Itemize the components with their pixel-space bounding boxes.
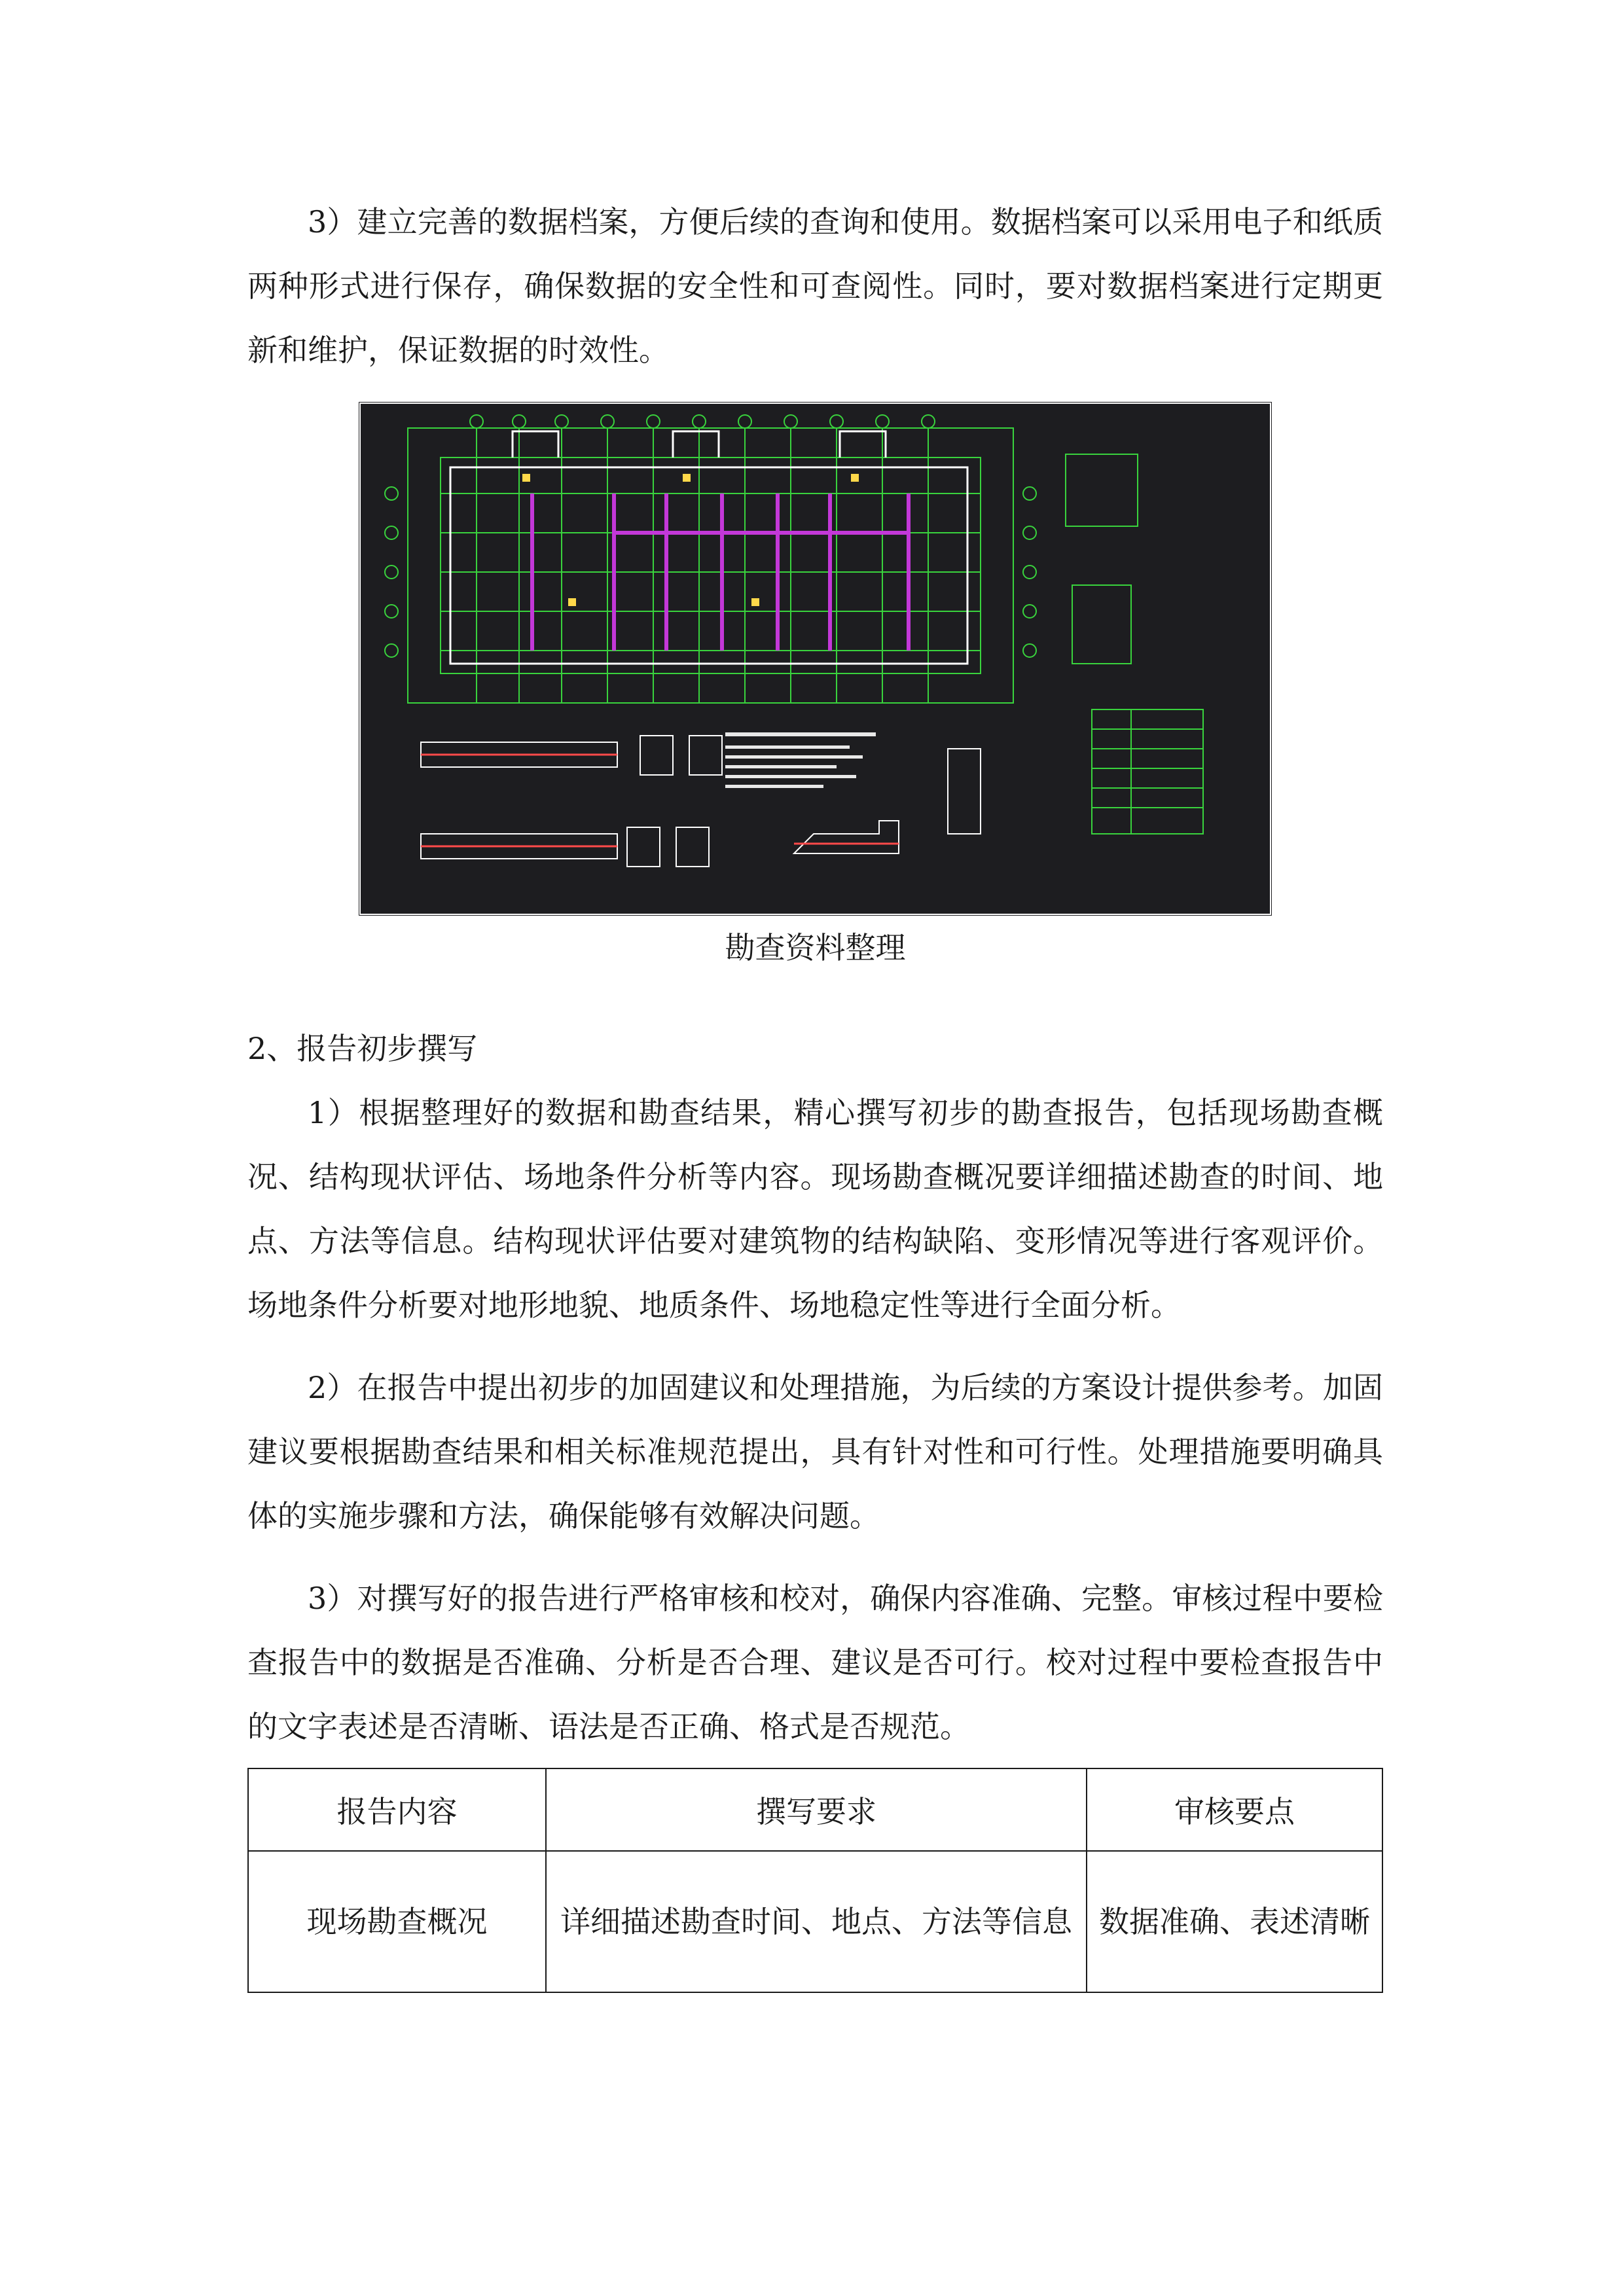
paragraph-data-archive: 3）建立完善的数据档案，方便后续的查询和使用。数据档案可以采用电子和纸质两种形式进行保存，确保数据的安全性和可查阅性。同时，要对数据档案进行定期更新和维护，保证数据的时效性。 — [247, 204, 1383, 368]
document-page — [247, 190, 1383, 1993]
table-header-cell: 审核要点 — [1087, 1768, 1382, 1851]
table-row — [248, 1851, 1382, 1992]
table-header-cell: 撰写要求 — [546, 1768, 1087, 1851]
paragraph-1: 1）根据整理好的数据和勘查结果，精心撰写初步的勘查报告，包括现场勘查概况、结构现状评估、场地条件分析等内容。现场勘查概况要详细描述勘查的时间、地点、方法等信息。结构现状评估要对建筑物的结构缺陷、变形情况等进行客观评价。场地条件分析要对地形地貌、地质条件、场地稳定性等进行全面分析。 — [247, 1095, 1383, 1323]
paragraph-2: 2）在报告中提出初步的加固建议和处理措施，为后续的方案设计提供参考。加固建议要根据勘查结果和相关标准规范提出，具有针对性和可行性。处理措施要明确具体的实施步骤和方法，确保能够有效解决问题。 — [247, 1370, 1383, 1534]
cad-structural-plan-image — [359, 402, 1272, 916]
paragraph-3: 3）对撰写好的报告进行严格审核和校对，确保内容准确、完整。审核过程中要检查报告中的数据是否准确、分析是否合理、建议是否可行。校对过程中要检查报告中的文字表述是否清晰、语法是否正确、格式是否规范。 — [247, 1581, 1383, 1744]
figure-caption: 勘查资料整理 — [725, 930, 906, 965]
table-header-row — [248, 1768, 1382, 1851]
table-cell: 详细描述勘查时间、地点、方法等信息 — [546, 1851, 1087, 1992]
table-cell: 数据准确、表述清晰 — [1087, 1851, 1382, 1992]
cad-drawing-figure — [359, 402, 1272, 916]
table-cell: 现场勘查概况 — [248, 1851, 546, 1992]
report-table — [247, 1768, 1383, 1993]
table-header-cell: 报告内容 — [248, 1768, 546, 1851]
section-title: 2、报告初步撰写 — [247, 1031, 478, 1066]
